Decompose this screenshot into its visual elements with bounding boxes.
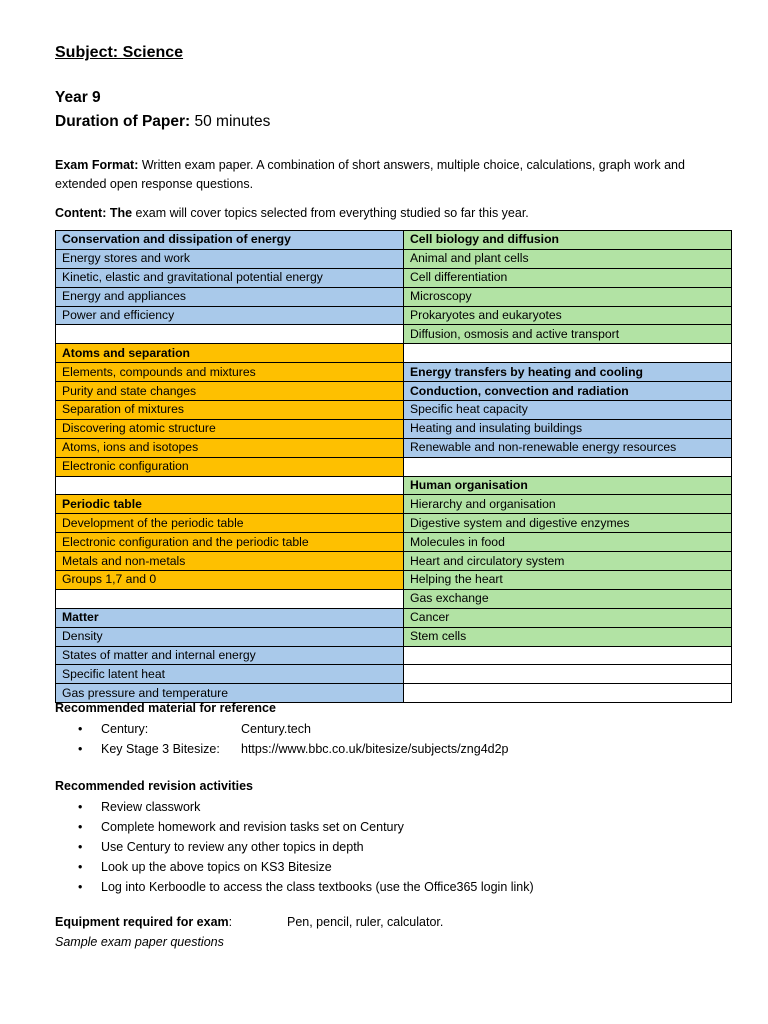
topic-row [56,306,732,325]
topic-cell: Microscopy [404,287,732,306]
topic-row [56,438,732,457]
equipment-label: Equipment required for exam [55,915,229,929]
subject-heading: Subject: Science [55,44,184,61]
topic-row [56,287,732,306]
topic-cell [56,476,404,495]
equipment-line [55,915,444,929]
revision-item: • Use Century to review any other topics in depth [55,837,534,857]
reference-value: Century.tech [241,722,311,736]
topic-cell: Specific heat capacity [404,401,732,420]
reference-name: Key Stage 3 Bitesize: [101,742,220,756]
topic-cell [56,325,404,344]
topic-heading-cell: Matter [56,608,404,627]
topic-row [56,571,732,590]
topic-row [56,646,732,665]
topic-heading-cell: Human organisation [404,476,732,495]
topic-row [56,533,732,552]
topic-cell: Digestive system and digestive enzymes [404,514,732,533]
topic-cell: Density [56,627,404,646]
reference-item [55,739,509,759]
topic-cell: Specific latent heat [56,665,404,684]
revision-item: • Look up the above topics on KS3 Bitesize [55,857,534,877]
content-label: Content: The [55,206,133,220]
topic-row [56,231,732,250]
reference-name: Century: [101,722,149,736]
duration-line [55,113,270,131]
revision-item: • Review classwork [55,797,534,817]
topic-row [56,401,732,420]
topic-row [56,665,732,684]
topic-cell: Stem cells [404,627,732,646]
content-line [55,206,529,220]
topic-row [56,419,732,438]
topic-cell: Diffusion, osmosis and active transport [404,325,732,344]
topic-heading-cell: Conduction, convection and radiation [404,382,732,401]
topic-cell [404,344,732,363]
reference-item [55,719,509,739]
topic-cell: Renewable and non-renewable energy resources [404,438,732,457]
topic-cell [56,589,404,608]
topic-cell: Separation of mixtures [56,401,404,420]
topic-cell: Groups 1,7 and 0 [56,571,404,590]
duration-label: Duration of Paper: [55,113,191,130]
topic-row [56,684,732,703]
revision-item: • Complete homework and revision tasks set on Century [55,817,534,837]
topic-row [56,552,732,571]
topic-cell [404,646,732,665]
topic-row [56,363,732,382]
topic-cell: Kinetic, elastic and gravitational potential energy [56,268,404,287]
topic-row [56,268,732,287]
topic-cell: Gas exchange [404,589,732,608]
topic-cell: Metals and non-metals [56,552,404,571]
equipment-value: Pen, pencil, ruler, calculator. [287,915,444,929]
topic-cell: Heating and insulating buildings [404,419,732,438]
topic-heading-cell: Atoms and separation [56,344,404,363]
duration-value: 50 minutes [190,113,271,130]
reference-list [55,719,509,759]
topic-cell: Development of the periodic table [56,514,404,533]
topic-row [56,608,732,627]
revision-title: Recommended revision activities [55,779,253,793]
topic-cell: Heart and circulatory system [404,552,732,571]
topic-row [56,514,732,533]
topic-row [56,627,732,646]
topic-cell: Electronic configuration and the periodic table [56,533,404,552]
topic-heading-cell: Energy transfers by heating and cooling [404,363,732,382]
exam-format-label: Exam Format: [55,158,139,172]
topic-heading-cell: Conservation and dissipation of energy [56,231,404,250]
topic-row [56,476,732,495]
topic-cell [404,684,732,703]
topic-row [56,344,732,363]
topic-cell: Elements, compounds and mixtures [56,363,404,382]
topic-row [56,589,732,608]
exam-format-text: Written exam paper. A combination of short answers, multiple choice, calculations, graph work and extended open response questions. [55,158,685,191]
topic-cell: Animal and plant cells [404,249,732,268]
topic-cell: Cell differentiation [404,268,732,287]
topic-cell: Purity and state changes [56,382,404,401]
topic-heading-cell: Cell biology and diffusion [404,231,732,250]
topic-cell: Hierarchy and organisation [404,495,732,514]
topic-cell: Energy stores and work [56,249,404,268]
sample-questions-label: Sample exam paper questions [55,935,224,949]
revision-item: • Log into Kerboodle to access the class textbooks (use the Office365 login link) [55,877,534,897]
reference-value: https://www.bbc.co.uk/bitesize/subjects/zng4d2p [241,742,509,756]
topic-cell: States of matter and internal energy [56,646,404,665]
topic-row [56,382,732,401]
reference-title: Recommended material for reference [55,701,276,715]
topic-row [56,325,732,344]
topic-cell: Power and efficiency [56,306,404,325]
topic-cell: Gas pressure and temperature [56,684,404,703]
content-text: exam will cover topics selected from everything studied so far this year. [132,206,529,220]
topic-cell [404,665,732,684]
topic-cell: Discovering atomic structure [56,419,404,438]
topic-cell: Prokaryotes and eukaryotes [404,306,732,325]
topic-heading-cell: Periodic table [56,495,404,514]
topic-cell: Helping the heart [404,571,732,590]
topic-cell: Electronic configuration [56,457,404,476]
topic-row [56,249,732,268]
topic-cell: Molecules in food [404,533,732,552]
revision-list [55,797,534,897]
topic-row [56,495,732,514]
topic-cell [404,457,732,476]
topic-cell: Atoms, ions and isotopes [56,438,404,457]
exam-format [55,156,715,194]
topic-cell: Energy and appliances [56,287,404,306]
topic-cell: Cancer [404,608,732,627]
year-heading: Year 9 [55,89,101,106]
equipment-colon: : [228,915,233,929]
topic-row [56,457,732,476]
topics-table [55,230,732,703]
